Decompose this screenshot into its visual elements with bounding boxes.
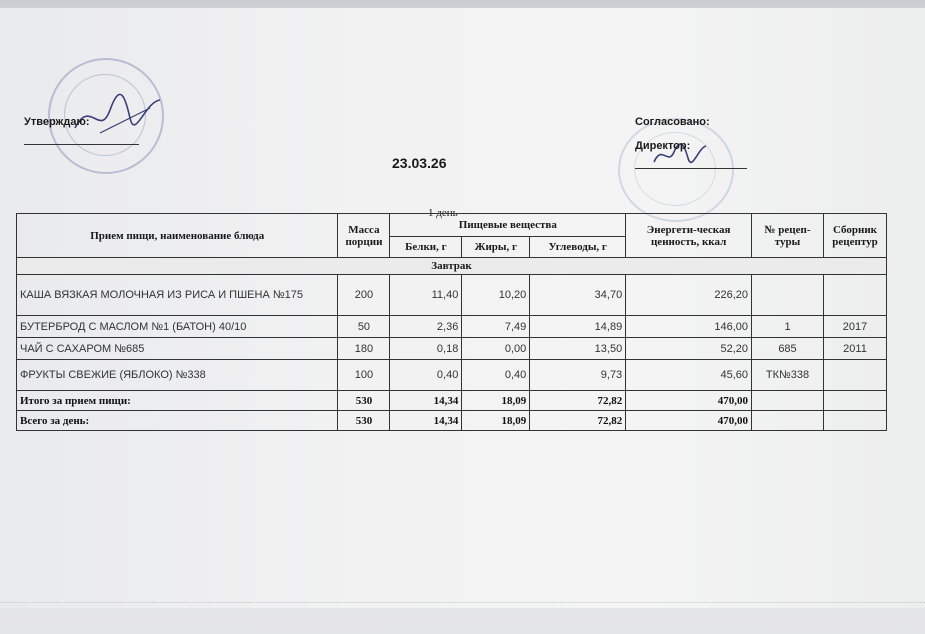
- col-mass: Масса порции: [338, 214, 390, 258]
- day-total-row: [17, 411, 887, 431]
- fat: 0,00: [462, 338, 530, 360]
- recipe: ТК№338: [752, 360, 824, 391]
- director-label: Директор:: [635, 140, 691, 152]
- section-breakfast: Завтрак: [17, 258, 887, 275]
- table-row: [17, 338, 887, 360]
- meal-total-protein: 14,34: [390, 391, 462, 411]
- dish-name: БУТЕРБРОД С МАСЛОМ №1 (БАТОН) 40/10: [17, 316, 338, 338]
- protein: 11,40: [390, 275, 462, 316]
- day-total-protein: 14,34: [390, 411, 462, 431]
- col-protein: Белки, г: [390, 237, 462, 258]
- stamp-right: [618, 118, 734, 222]
- col-collection: Сборник рецептур: [823, 214, 886, 258]
- agreed-label: Согласовано:: [635, 116, 710, 128]
- collection: 2011: [823, 338, 886, 360]
- day-total-label: Всего за день:: [17, 411, 338, 431]
- agreed-block: [635, 116, 710, 152]
- collection: [823, 275, 886, 316]
- carbs: 9,73: [530, 360, 626, 391]
- menu-day: 1 день: [428, 207, 458, 219]
- meal-total-energy: 470,00: [626, 391, 752, 411]
- day-total-fat: 18,09: [462, 411, 530, 431]
- protein: 0,18: [390, 338, 462, 360]
- approve-block: [24, 116, 90, 128]
- meal-total-label: Итого за прием пищи:: [17, 391, 338, 411]
- protein: 2,36: [390, 316, 462, 338]
- mass: 200: [338, 275, 390, 316]
- carbs: 34,70: [530, 275, 626, 316]
- dish-name: ЧАЙ С САХАРОМ №685: [17, 338, 338, 360]
- meal-total-collection: [823, 391, 886, 411]
- fat: 7,49: [462, 316, 530, 338]
- table-row: [17, 360, 887, 391]
- day-total-energy: 470,00: [626, 411, 752, 431]
- meal-total-row: [17, 391, 887, 411]
- menu-date: 23.03.26: [392, 155, 447, 171]
- recipe: [752, 275, 824, 316]
- meal-total-recipe: [752, 391, 824, 411]
- col-carbs: Углеводы, г: [530, 237, 626, 258]
- table-row: [17, 316, 887, 338]
- day-total-collection: [823, 411, 886, 431]
- energy: 146,00: [626, 316, 752, 338]
- collection: [823, 360, 886, 391]
- energy: 52,20: [626, 338, 752, 360]
- col-recipe: № рецеп-туры: [752, 214, 824, 258]
- dish-name: КАША ВЯЗКАЯ МОЛОЧНАЯ ИЗ РИСА И ПШЕНА №175: [17, 275, 338, 316]
- meal-total-carbs: 72,82: [530, 391, 626, 411]
- meal-total-fat: 18,09: [462, 391, 530, 411]
- approve-label: Утверждаю:: [24, 116, 90, 128]
- mass: 180: [338, 338, 390, 360]
- fat: 10,20: [462, 275, 530, 316]
- day-total-recipe: [752, 411, 824, 431]
- energy: 45,60: [626, 360, 752, 391]
- carbs: 13,50: [530, 338, 626, 360]
- dish-name: ФРУКТЫ СВЕЖИЕ (ЯБЛОКО) №338: [17, 360, 338, 391]
- recipe: 1: [752, 316, 824, 338]
- menu-table: [16, 213, 887, 431]
- energy: 226,20: [626, 275, 752, 316]
- mass: 50: [338, 316, 390, 338]
- director-signature-line: [635, 168, 747, 169]
- col-nutrients: Пищевые вещества: [390, 214, 626, 237]
- day-total-carbs: 72,82: [530, 411, 626, 431]
- recipe: 685: [752, 338, 824, 360]
- carbs: 14,89: [530, 316, 626, 338]
- mass: 100: [338, 360, 390, 391]
- protein: 0,40: [390, 360, 462, 391]
- day-total-mass: 530: [338, 411, 390, 431]
- fat: 0,40: [462, 360, 530, 391]
- collection: 2017: [823, 316, 886, 338]
- meal-total-mass: 530: [338, 391, 390, 411]
- table-row: [17, 275, 887, 316]
- col-fat: Жиры, г: [462, 237, 530, 258]
- col-energy: Энергети-ческая ценность, ккал: [626, 214, 752, 258]
- page-footer-edge: [0, 602, 925, 609]
- col-dish: Прием пищи, наименование блюда: [17, 214, 338, 258]
- approve-signature-line: [24, 144, 139, 145]
